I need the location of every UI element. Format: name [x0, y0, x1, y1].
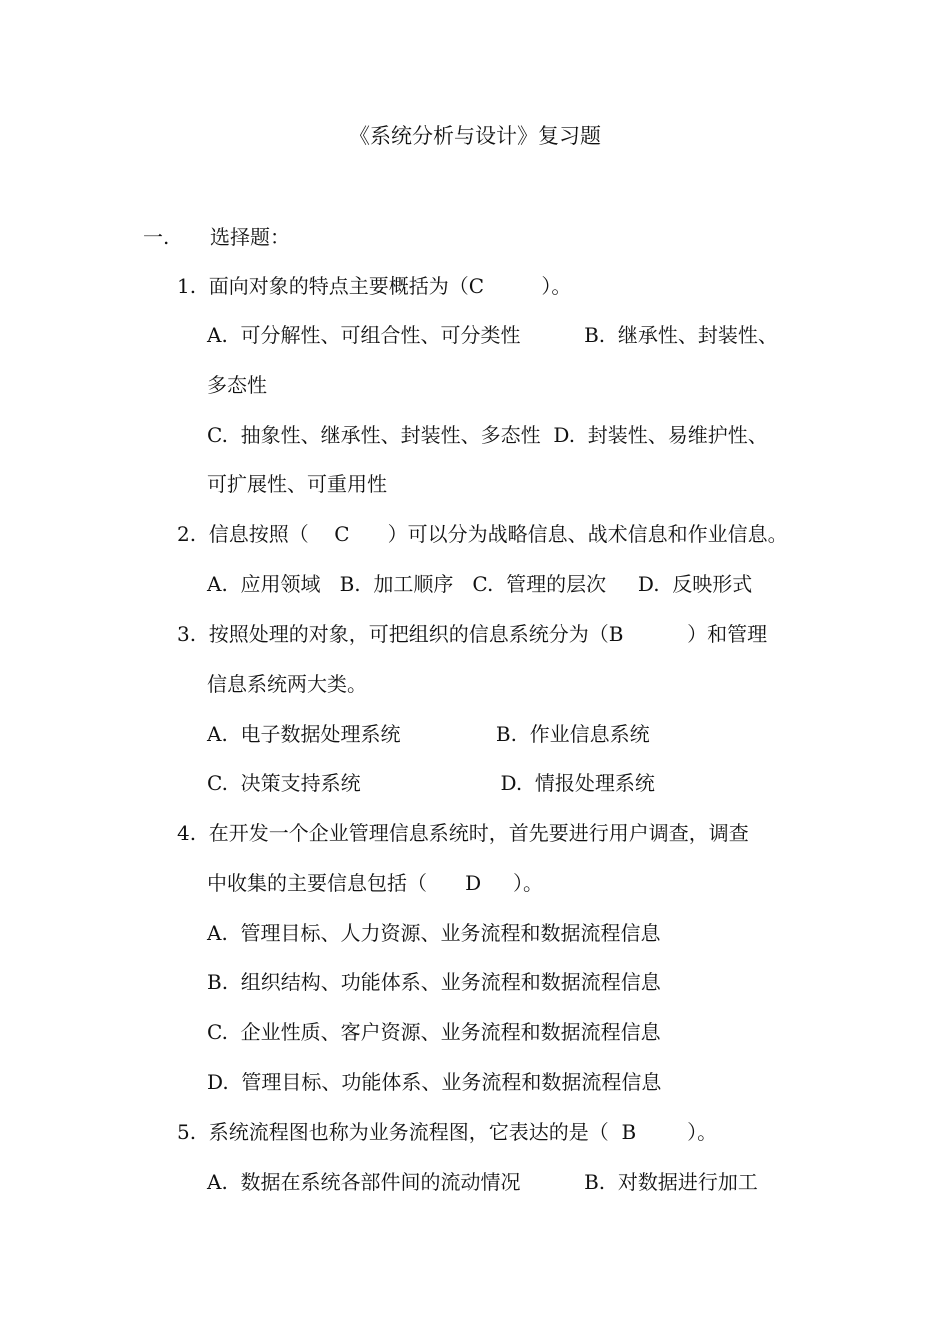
question-1-options-line-2: 多态性 — [207, 373, 267, 397]
question-4-option-c: C. 企业性质、客户资源、业务流程和数据流程信息 — [207, 1020, 661, 1044]
question-3-options-line-1: A. 电子数据处理系统 B. 作业信息系统 — [207, 722, 650, 746]
question-5-options-line-1: A. 数据在系统各部件间的流动情况 B. 对数据进行加工 — [207, 1170, 758, 1194]
question-2-options: A. 应用领域 B. 加工顺序 C. 管理的层次 D. 反映形式 — [207, 572, 753, 596]
question-4-option-b: B. 组织结构、功能体系、业务流程和数据流程信息 — [207, 970, 661, 994]
document-title: 《系统分析与设计》复习题 — [349, 124, 601, 148]
question-1-options-line-3: C. 抽象性、继承性、封装性、多态性 D. 封装性、易维护性、 — [207, 423, 768, 447]
question-2: 2. 信息按照（ C ）可以分为战略信息、战术信息和作业信息。 — [177, 522, 788, 546]
section-number: 一. — [143, 225, 170, 249]
question-4-continuation: 中收集的主要信息包括（ D ）。 — [207, 871, 543, 895]
question-1-options-line-1: A. 可分解性、可组合性、可分类性 B. 继承性、封装性、 — [207, 323, 778, 347]
question-3-options-line-2: C. 决策支持系统 D. 情报处理系统 — [207, 771, 655, 795]
question-3: 3. 按照处理的对象，可把组织的信息系统分为（B ）和管理 — [177, 622, 768, 646]
section-heading: 选择题： — [210, 225, 290, 249]
question-5: 5. 系统流程图也称为业务流程图，它表达的是（ B ）。 — [177, 1120, 718, 1144]
question-1: 1. 面向对象的特点主要概括为（C ）。 — [177, 274, 572, 298]
question-4: 4. 在开发一个企业管理信息系统时，首先要进行用户调查，调查 — [177, 821, 749, 845]
question-4-option-d: D. 管理目标、功能体系、业务流程和数据流程信息 — [207, 1070, 662, 1094]
question-3-continuation: 信息系统两大类。 — [207, 672, 367, 696]
question-4-option-a: A. 管理目标、人力资源、业务流程和数据流程信息 — [207, 921, 661, 945]
question-1-options-line-4: 可扩展性、可重用性 — [207, 472, 387, 496]
